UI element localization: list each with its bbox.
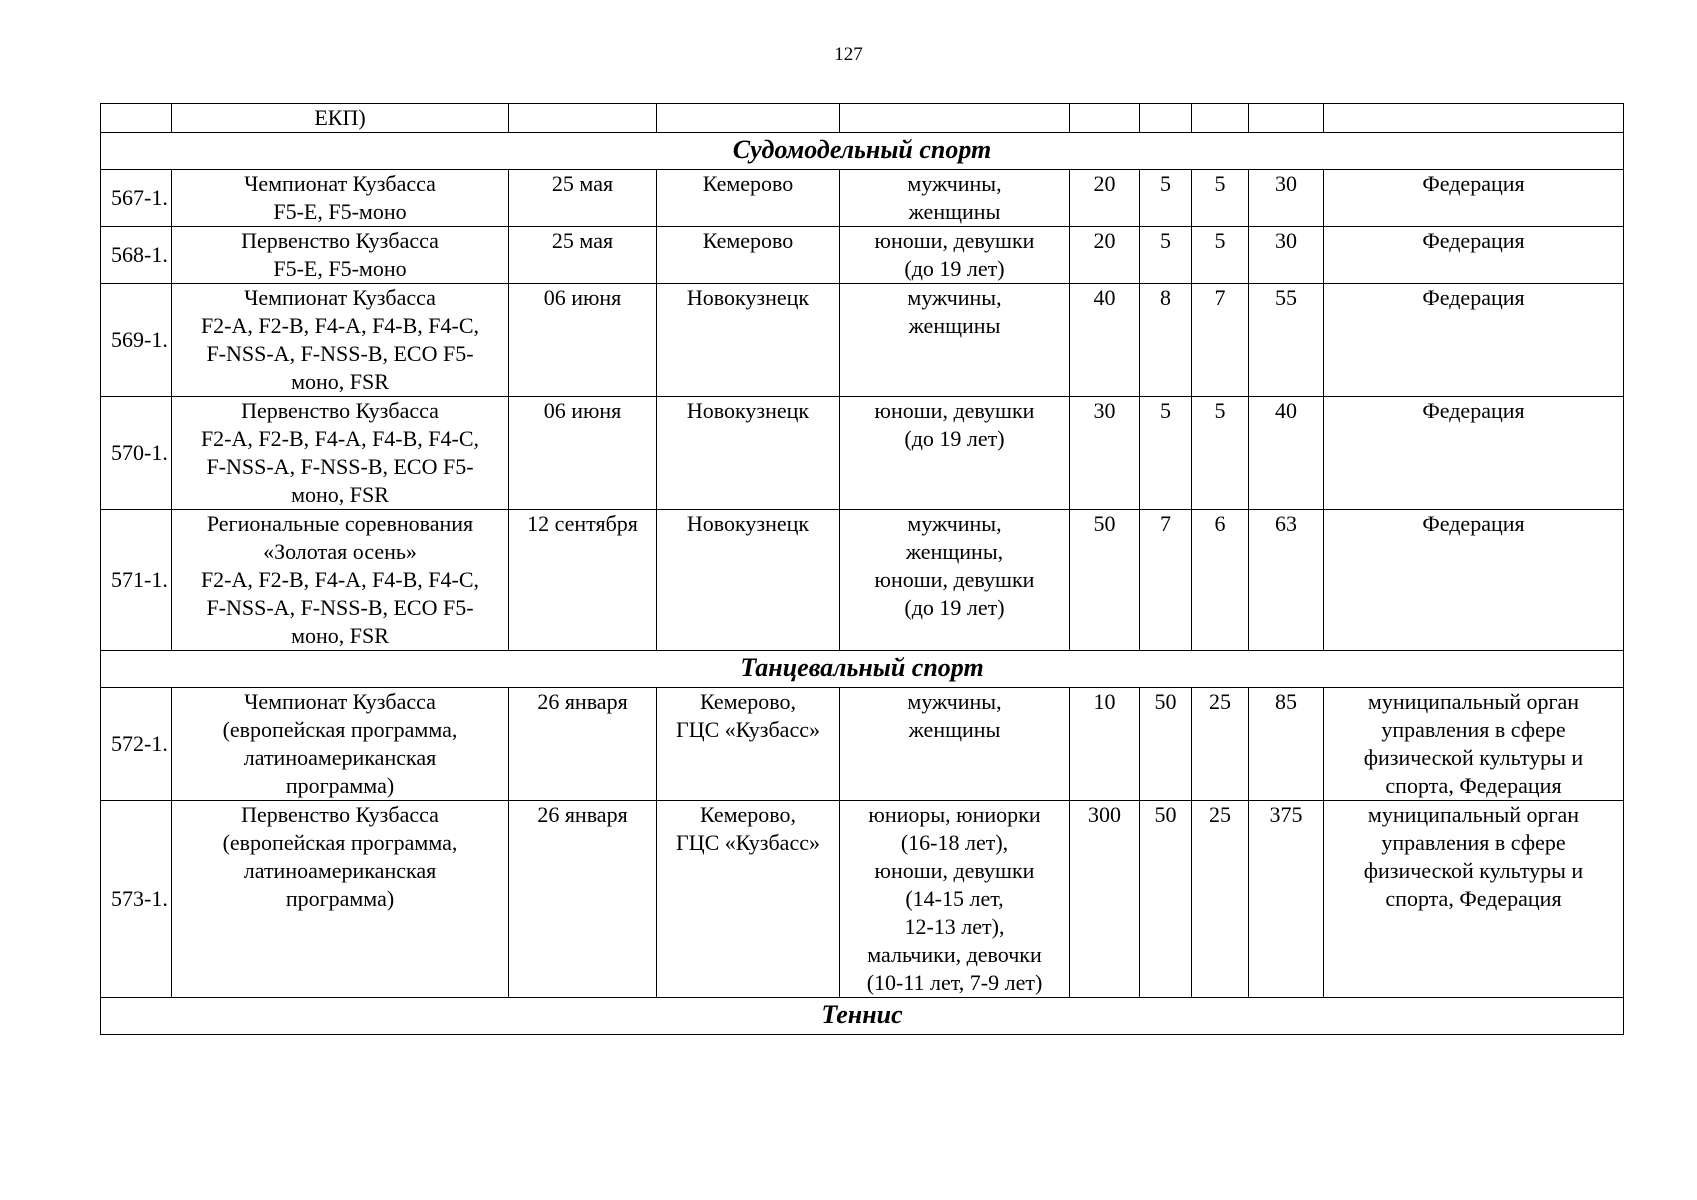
schedule-table xyxy=(100,103,1624,1035)
cell-count-1: 40 xyxy=(1070,284,1140,397)
cell-organizer: Федерация xyxy=(1324,227,1624,284)
cell-num xyxy=(101,104,172,133)
cell-count-2: 8 xyxy=(1140,284,1192,397)
cell-place: Новокузнецк xyxy=(657,510,840,651)
cell-count-1: 50 xyxy=(1070,510,1140,651)
cell-date xyxy=(509,104,657,133)
cell-count-total xyxy=(1249,104,1324,133)
cell-event: Региональные соревнования «Золотая осень» F2-A, F2-B, F4-A, F4-B, F4-C, F-NSS-A, F-NSS-B, ECO F5- моно, FSR xyxy=(172,510,509,651)
cell-num: 570-1. xyxy=(101,397,172,510)
cell-date: 25 мая xyxy=(509,227,657,284)
cell-count-2: 5 xyxy=(1140,170,1192,227)
cell-count-total: 55 xyxy=(1249,284,1324,397)
cell-event: Чемпионат Кузбасса F5-E, F5-моно xyxy=(172,170,509,227)
table-row xyxy=(101,397,1624,510)
cell-organizer: муниципальный орган управления в сфере физической культуры и спорта, Федерация xyxy=(1324,801,1624,998)
cell-event: Первенство Кузбасса F5-E, F5-моно xyxy=(172,227,509,284)
section-row xyxy=(101,133,1624,170)
cell-place: Кемерово xyxy=(657,227,840,284)
table-row xyxy=(101,510,1624,651)
cell-organizer: Федерация xyxy=(1324,397,1624,510)
cell-count-3: 6 xyxy=(1192,510,1249,651)
cell-num: 573-1. xyxy=(101,801,172,998)
page-number: 127 xyxy=(834,44,863,65)
table-row xyxy=(101,801,1624,998)
cell-count-total: 375 xyxy=(1249,801,1324,998)
cell-place: Кемерово, ГЦС «Кузбасс» xyxy=(657,801,840,998)
cell-count-2: 50 xyxy=(1140,688,1192,801)
cell-place: Новокузнецк xyxy=(657,397,840,510)
cell-date: 06 июня xyxy=(509,284,657,397)
cell-place: Кемерово, ГЦС «Кузбасс» xyxy=(657,688,840,801)
cell-count-1: 20 xyxy=(1070,227,1140,284)
table-row xyxy=(101,284,1624,397)
cell-count-total: 30 xyxy=(1249,227,1324,284)
cell-count-1 xyxy=(1070,104,1140,133)
cell-organizer: Федерация xyxy=(1324,510,1624,651)
cell-count-2: 5 xyxy=(1140,227,1192,284)
section-row xyxy=(101,998,1624,1035)
cell-place xyxy=(657,104,840,133)
cell-participants: мужчины, женщины xyxy=(840,170,1070,227)
cell-organizer: Федерация xyxy=(1324,284,1624,397)
cell-date: 26 января xyxy=(509,688,657,801)
cell-participants: мужчины, женщины, юноши, девушки (до 19 лет) xyxy=(840,510,1070,651)
cell-event: Первенство Кузбасса (европейская программа, латиноамериканская программа) xyxy=(172,801,509,998)
cell-count-3: 7 xyxy=(1192,284,1249,397)
table-row xyxy=(101,170,1624,227)
cell-num: 572-1. xyxy=(101,688,172,801)
table-row xyxy=(101,104,1624,133)
cell-num: 571-1. xyxy=(101,510,172,651)
cell-place: Кемерово xyxy=(657,170,840,227)
section-title: Танцевальный спорт xyxy=(101,651,1624,688)
cell-count-1: 30 xyxy=(1070,397,1140,510)
cell-count-2: 7 xyxy=(1140,510,1192,651)
table-row xyxy=(101,227,1624,284)
cell-num: 567-1. xyxy=(101,170,172,227)
cell-date: 12 сентября xyxy=(509,510,657,651)
cell-count-2 xyxy=(1140,104,1192,133)
cell-count-total: 85 xyxy=(1249,688,1324,801)
cell-count-3: 5 xyxy=(1192,227,1249,284)
cell-count-2: 5 xyxy=(1140,397,1192,510)
cell-organizer: муниципальный орган управления в сфере физической культуры и спорта, Федерация xyxy=(1324,688,1624,801)
cell-count-3: 5 xyxy=(1192,397,1249,510)
cell-organizer xyxy=(1324,104,1624,133)
cell-count-3: 25 xyxy=(1192,801,1249,998)
cell-place: Новокузнецк xyxy=(657,284,840,397)
cell-organizer: Федерация xyxy=(1324,170,1624,227)
table-row xyxy=(101,688,1624,801)
cell-count-3 xyxy=(1192,104,1249,133)
cell-count-total: 40 xyxy=(1249,397,1324,510)
cell-count-3: 5 xyxy=(1192,170,1249,227)
cell-count-2: 50 xyxy=(1140,801,1192,998)
cell-num: 569-1. xyxy=(101,284,172,397)
cell-participants: юниоры, юниорки (16-18 лет), юноши, девушки (14-15 лет, 12-13 лет), мальчики, девочки (10-11 лет, 7-9 лет) xyxy=(840,801,1070,998)
section-title: Теннис xyxy=(101,998,1624,1035)
cell-participants xyxy=(840,104,1070,133)
cell-participants: мужчины, женщины xyxy=(840,688,1070,801)
cell-event: Чемпионат Кузбасса (европейская программа, латиноамериканская программа) xyxy=(172,688,509,801)
cell-event: Чемпионат Кузбасса F2-A, F2-B, F4-A, F4-B, F4-C, F-NSS-A, F-NSS-B, ECO F5- моно, FSR xyxy=(172,284,509,397)
cell-event: ЕКП) xyxy=(172,104,509,133)
cell-date: 25 мая xyxy=(509,170,657,227)
cell-event: Первенство Кузбасса F2-A, F2-B, F4-A, F4-B, F4-C, F-NSS-A, F-NSS-B, ECO F5- моно, FSR xyxy=(172,397,509,510)
cell-count-1: 10 xyxy=(1070,688,1140,801)
section-title: Судомодельный спорт xyxy=(101,133,1624,170)
cell-count-3: 25 xyxy=(1192,688,1249,801)
cell-participants: мужчины, женщины xyxy=(840,284,1070,397)
cell-count-1: 300 xyxy=(1070,801,1140,998)
cell-count-1: 20 xyxy=(1070,170,1140,227)
cell-date: 26 января xyxy=(509,801,657,998)
table-body xyxy=(101,104,1624,1035)
cell-participants: юноши, девушки (до 19 лет) xyxy=(840,397,1070,510)
cell-num: 568-1. xyxy=(101,227,172,284)
section-row xyxy=(101,651,1624,688)
cell-date: 06 июня xyxy=(509,397,657,510)
cell-participants: юноши, девушки (до 19 лет) xyxy=(840,227,1070,284)
cell-count-total: 30 xyxy=(1249,170,1324,227)
cell-count-total: 63 xyxy=(1249,510,1324,651)
